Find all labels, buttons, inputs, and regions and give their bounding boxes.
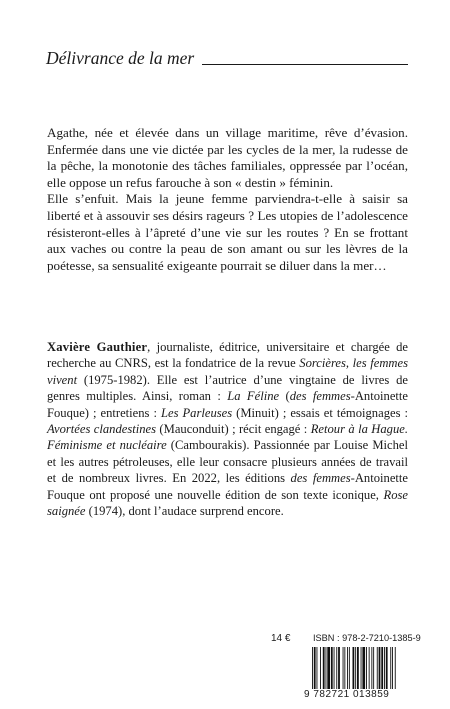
title-row — [46, 48, 408, 68]
bio-text: (Cambourakis). Passionnée par Louise Michel et les autres pétroleuses, elle leur consacre plusieurs années de travail et de nombreux livres. En 2022, les éditions — [47, 438, 408, 486]
title-underline — [202, 64, 408, 65]
bio-title: Les Parleuses — [160, 405, 233, 420]
bio-text: -Antoinette Fouque) ; entretiens : — [47, 389, 408, 420]
book-title: Délivrance de la mer — [46, 48, 195, 68]
bio-text: (Minuit) ; essais et témoignages : — [232, 405, 408, 420]
bio-title: Rose saignée — [47, 487, 408, 519]
isbn: ISBN : 978-2-7210-1385-9 — [313, 633, 421, 643]
bio-title: Sorcières, les femmes vivent — [47, 356, 409, 387]
price: 14 € — [271, 633, 291, 644]
blurb — [47, 125, 408, 274]
bio-text: (1975-1982). Elle est l’autrice d’une vingtaine de livres de genres multiples. Ainsi, roman : — [47, 372, 408, 404]
bio-title: La Féline — [227, 389, 280, 404]
blurb-paragraph-1: Agathe, née et élevée dans un village maritime, rêve d’évasion. Enfermée dans une vie dictée par les cycles de la mer, la rudesse de la pêche, la monotonie des tâches familiales, oppressée par l’océan, elle oppose un refus farouche à son « destin » féminin. — [47, 125, 408, 190]
bio-title: Retour à la Hague. Féminisme et nucléaire — [47, 422, 408, 453]
author-bio — [47, 339, 408, 519]
bio-title: Avortées clandestines — [47, 422, 157, 437]
bio-text: -Antoinette Fouque ont proposé une nouvelle édition de son texte iconique, — [47, 471, 408, 502]
bio-title: des femmes — [290, 471, 351, 486]
bio-title: des femmes — [289, 389, 351, 404]
bio-text: , journaliste, éditrice, universitaire et chargée de recherche au CNRS, est la fondatrice de la revue — [47, 340, 408, 371]
bio-text: (Mauconduit) ; récit engagé : — [156, 422, 311, 437]
blurb-paragraph-2: Elle s’enfuit. Mais la jeune femme parviendra-t-elle à saisir sa liberté et à assouvir ses désirs rageurs ? Les utopies de l’adolescence résisteront-elles à l’âpreté d’une vie sur les routes ? En se frottant aux vaches ou contre la peau de son amant ou sur les lèvres de la poétesse, sa sensualité exigeante pourrait se diluer dans la mer… — [47, 191, 408, 273]
bio-text: (1974), dont l’audace surprend encore. — [85, 504, 284, 519]
author-name: Xavière Gauthier — [47, 340, 148, 354]
bio-text: ( — [279, 389, 290, 404]
barcode-number: 9 782721 013859 — [303, 689, 419, 700]
